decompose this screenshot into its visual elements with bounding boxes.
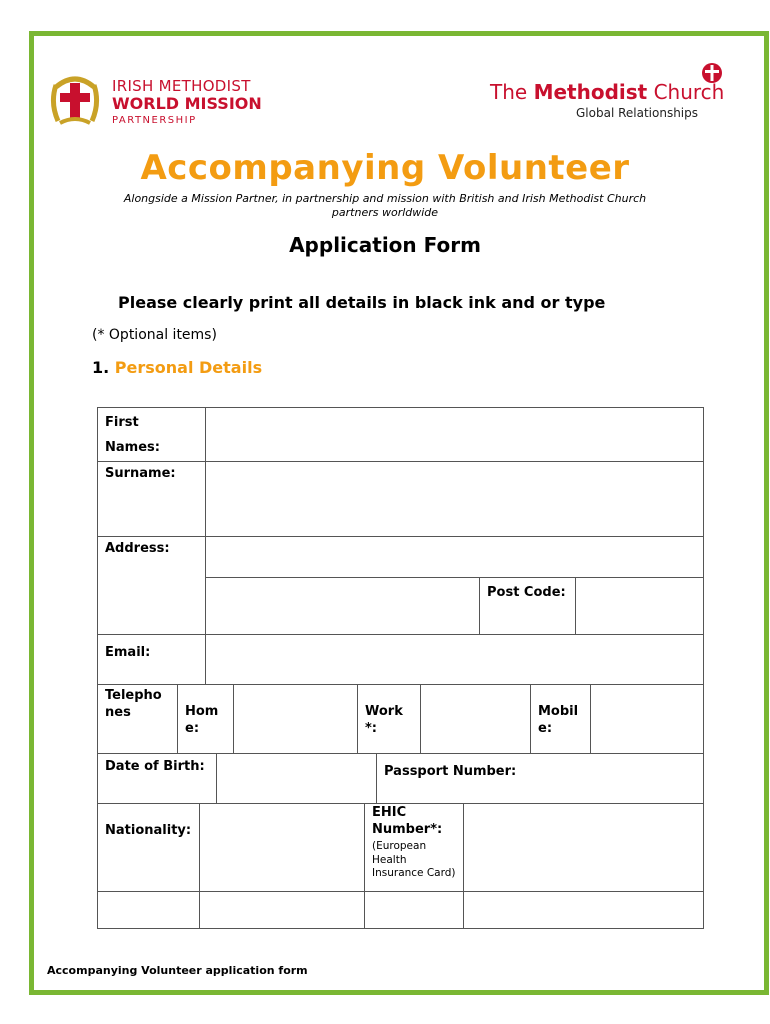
section-title: Personal Details — [114, 358, 263, 377]
mc-bold: Methodist — [533, 80, 648, 104]
email-field[interactable] — [205, 634, 704, 685]
home-label — [177, 684, 234, 754]
blank-cell-3[interactable] — [364, 891, 464, 929]
home-text: Home: — [185, 704, 219, 736]
first-names-text: First Names: — [105, 415, 160, 455]
footer-text: Accompanying Volunteer application form — [47, 964, 308, 977]
section-number: 1. — [92, 358, 110, 377]
surname-label — [97, 461, 206, 537]
iwm-line-1: IRISH METHODIST — [112, 77, 251, 95]
email-text: Email: — [105, 645, 151, 660]
dob-text: Date of Birth: — [105, 759, 205, 774]
first-names-field[interactable] — [205, 407, 704, 462]
mobile-text: Mobile: — [538, 704, 579, 736]
subtitle: Alongside a Mission Partner, in partnership and mission with British and Irish Methodist Church partners worldwide — [123, 192, 647, 219]
blank-cell-2[interactable] — [199, 891, 365, 929]
address-text: Address: — [105, 541, 170, 556]
dob-field[interactable] — [216, 753, 377, 804]
nationality-label — [97, 803, 200, 892]
ehic-label — [364, 803, 464, 892]
passport-number-text: Passport Number: — [384, 764, 517, 779]
mc-suffix: Church — [653, 80, 725, 104]
address-label — [97, 536, 206, 635]
address-field-line2[interactable] — [205, 577, 480, 635]
email-label — [97, 634, 206, 685]
global-relationships-label: Global Relationships — [576, 106, 699, 120]
blank-cell-1[interactable] — [97, 891, 200, 929]
nationality-field[interactable] — [199, 803, 365, 892]
work-phone-field[interactable] — [420, 684, 531, 754]
address-field-line1[interactable] — [205, 536, 704, 578]
ehic-field[interactable] — [463, 803, 704, 892]
dob-label — [97, 753, 217, 804]
surname-field[interactable] — [205, 461, 704, 537]
surname-text: Surname: — [105, 466, 176, 481]
telephones-text: Telephones — [105, 688, 162, 720]
form-title: Application Form — [289, 233, 481, 257]
first-names-label — [97, 407, 206, 462]
blank-cell-4[interactable] — [463, 891, 704, 929]
work-text: Work*: — [365, 704, 403, 736]
optional-note: (* Optional items) — [92, 327, 217, 343]
post-code-label — [479, 577, 576, 635]
page-title: Accompanying Volunteer — [140, 148, 630, 188]
nationality-text: Nationality: — [105, 823, 192, 838]
ehic-note: (European Health Insurance Card) — [372, 840, 456, 879]
mobile-phone-field[interactable] — [590, 684, 704, 754]
iwm-line-3: PARTNERSHIP — [112, 115, 197, 126]
telephones-label — [97, 684, 178, 754]
work-label — [357, 684, 421, 754]
passport-number-field[interactable] — [376, 753, 704, 804]
post-code-text: Post Code: — [487, 585, 566, 600]
ehic-text: EHIC Number*: — [372, 805, 443, 837]
iwm-line-2: WORLD MISSION — [112, 94, 262, 113]
instructions: Please clearly print all details in black ink and or type — [118, 293, 606, 312]
home-phone-field[interactable] — [233, 684, 358, 754]
mobile-label — [530, 684, 591, 754]
mc-prefix: The — [490, 80, 528, 104]
post-code-field[interactable] — [575, 577, 704, 635]
